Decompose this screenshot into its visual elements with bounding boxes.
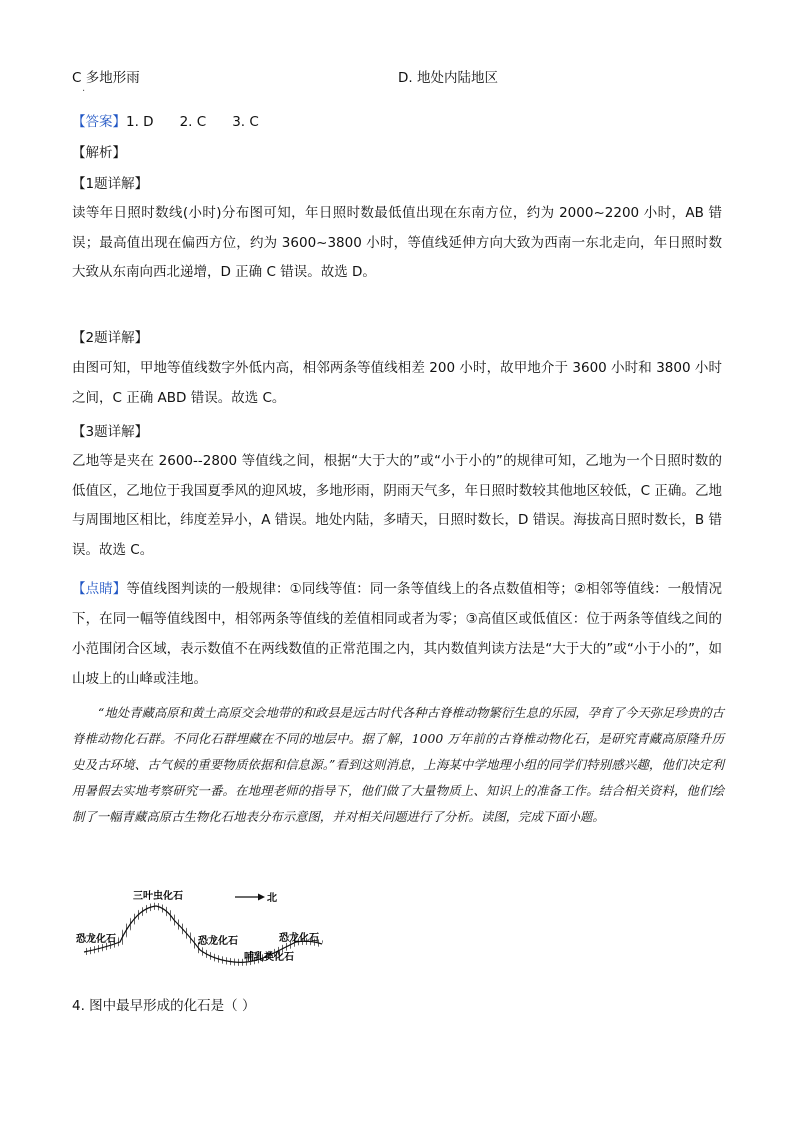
answer-item-1: 1. D xyxy=(126,114,154,130)
answer-item-3: 3. C xyxy=(232,114,259,130)
tip-text: 等值线图判读的一般规律：①同线等值：同一条等值线上的各点数值相等；②相邻等值线：一般情况下，在同一幅等值线图中，相邻两条等值线的差值相同或者为零；③高值区或低值区：位于两条等值线之间的小范围闭合区域，表示数值不在两线数值的正常范围之内，其内数值判读方法是“大于大的”或“小于小的”，如山坡上的山峰或洼地。 xyxy=(72,581,723,687)
option-d: D. 地处内陆地区 xyxy=(398,70,498,86)
stray-mark: · xyxy=(82,86,86,97)
tip-label: 【点睛】 xyxy=(72,581,127,597)
tip-paragraph xyxy=(72,574,722,694)
answer-line xyxy=(72,110,285,130)
reading-passage: “地处青藏高原和黄土高原交会地带的和政县是远古时代各种古脊椎动物繁衍生息的乐园，孕育了今天弥足珍贵的古脊椎动物化石群。不同化石群埋藏在不同的地层中。据了解，1000 万年前的古脊椎动物化石，是研究青藏高原隆升历史及古环境、古气候的重要物质依据和信息源。”看到这则消息，上海某中学地理小组的同学们特别感兴趣，他们决定利用暑假去实地考察研究一番。在地理老师的指导下，他们做了大量物质上、知识上的准备工作。结合相关资料，他们绘制了一幅青藏高原古生物化石地表分布示意图，并对相关问题进行了分析。读图，完成下面小题。 xyxy=(72,705,724,824)
fossil-distribution-figure xyxy=(74,884,336,982)
option-c: C 多地形雨 xyxy=(72,70,140,86)
q1-explanation: 读等年日照时数线(小时)分布图可知，年日照时数最低值出现在东南方位，约为 2000~2200 小时，AB 错误；最高值出现在偏西方位，约为 3600~3800 小时，等值线延伸方向大致为西南一东北走向，年日照时数大致从东南向西北递增，D 正确 C 错误。故选 D。 xyxy=(72,205,722,280)
label-dinosaur-middle: 恐龙化石 xyxy=(198,936,238,947)
q2-explanation: 由图可知，甲地等值线数字外低内高，相邻两条等值线相差 200 小时，故甲地介于 3600 小时和 3800 小时之间，C 正确 ABD 错误。故选 C。 xyxy=(72,360,722,406)
fossil-profile-svg xyxy=(74,884,336,982)
label-dinosaur-left: 恐龙化石 xyxy=(76,934,116,945)
q1-heading: 【1题详解】 xyxy=(72,176,149,192)
answer-item-2: 2. C xyxy=(179,114,207,130)
label-trilobite: 三叶虫化石 xyxy=(133,891,183,902)
label-dinosaur-right: 恐龙化石 xyxy=(279,933,319,944)
label-mammal: 哺乳类化石 xyxy=(244,952,294,963)
north-arrow-head xyxy=(258,894,265,901)
q3-heading: 【3题详解】 xyxy=(72,424,149,440)
q3-explanation: 乙地等是夹在 2600--2800 等值线之间，根据“大于大的”或“小于小的”的规律可知，乙地为一个日照时数的低值区，乙地位于我国夏季风的迎风坡，多地形雨，阴雨天气多，年日照时数较其他地区较低，C 正确。乙地与周围地区相比，纬度差异小，A 错误。地处内陆，多晴天，日照时数长，D 错误。海拔高日照时数长，B 错误。故选 C。 xyxy=(72,453,722,558)
answer-options-row xyxy=(72,66,722,86)
q2-heading: 【2题详解】 xyxy=(72,330,149,346)
analysis-label: 【解析】 xyxy=(72,145,126,161)
question-4: 4. 图中最早形成的化石是（ ） xyxy=(72,998,256,1014)
answer-label: 【答案】 xyxy=(72,114,126,130)
label-north: 北 xyxy=(267,893,277,904)
